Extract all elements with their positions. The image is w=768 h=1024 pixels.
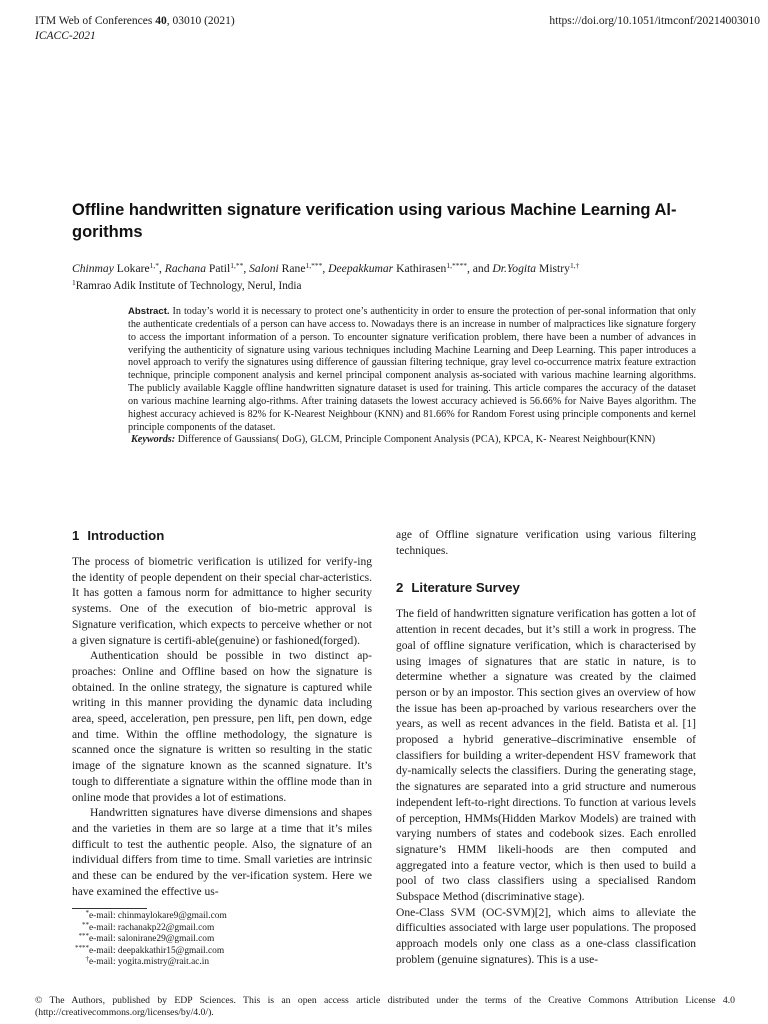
paper-title: Offline handwritten signature verification using various Machine Learning Al-gorithms — [72, 201, 677, 241]
article-info: , 03010 (2021) — [166, 15, 235, 27]
section-heading-introduction: 1 Introduction — [72, 528, 165, 543]
right-column — [396, 528, 696, 969]
footnote: **e-mail: rachanakp22@gmail.com — [82, 920, 215, 933]
footnotes — [72, 911, 372, 969]
abstract-text: In today’s world it is necessary to protect one’s authenticity in order to ensure the protection of per-sonal information that only the authenticate credentials of a person can have access to. Nowadays there is an increase in number of malpractices like signature forgery to access the important information of a person. To encounter signature verification problem, there have been a number of advances in verifying the authenticity of signature using various techniques including Machine Learning and Deep Learning. This paper introduces a novel approach to verify the signatures using difference of gaussian filtering technique, gray level co-occurrence matrix feature extraction technique, principle component analysis and kernel principal component analysis as-sociated with various machine learning algorithms. The publicly available Kaggle offline handwritten signature dataset is used for training. This article compares the accuracy of the dataset on various machine learning algo-rithms. After training datasets the lowest accuracy achieved is 56.66% for Naive Bayes algorithm. The highest accuracy achieved is 82% for K-Nearest Neighbour (KNN) and 81.66% for Random Forest using principle components and kernel principle components of the dataset. — [128, 306, 697, 433]
abstract — [128, 306, 696, 447]
author: Dr.Yogita Mistry$^{1,\dagger}$ — [492, 261, 580, 275]
author-list: Chinmay Lokare$^{1,*}$, Rachana Patil$^{1,**}$, Saloni Rane$^{1,***}$, Deepakkumar Kathirasen$^{1,****}$, and Dr.Yogita Mistry$^{1,\dagger}$ — [72, 261, 580, 275]
running-header-left — [35, 14, 235, 44]
conference-name: ICACC-2021 — [35, 30, 96, 42]
footnote: ***e-mail: salonirane29@gmail.com — [78, 932, 215, 945]
footnote-rule — [72, 908, 147, 909]
affiliation: $^1$Ramrao Adik Institute of Technology, Nerul, India — [72, 278, 302, 292]
footnote: †e-mail: yogita.mistry@rait.ac.in — [85, 955, 210, 968]
license-footer: © The Authors, published by EDP Sciences. This is an open access article distributed under the terms of the Creative Commons Attribution License 4.0 (http://creativecommons.org/licenses/by/4.0/). — [35, 995, 735, 1018]
author: Deepakkumar Kathirasen$^{1,****}$ — [328, 261, 467, 275]
section-heading-literature-survey: 2 Literature Survey — [396, 580, 520, 596]
paragraph: The process of biometric verification is utilized for verify-ing the identity of people dependent on their special char-acteristics. It has gotten a famous norm for admittance to higher security systems. One of the execution of bio-metric approval is Signature verification, which expects to perceive whether or not a given signature is certifi-able(genuine) or fashioned(forged). — [72, 556, 372, 647]
abstract-body — [128, 306, 696, 434]
abstract-label: Abstract. — [128, 306, 170, 317]
author: Saloni Rane$^{1,***}$ — [249, 261, 323, 275]
keywords — [128, 434, 696, 447]
paragraph: The field of handwritten signature verification has gotten a lot of attention in recent decades, but it’s still a work in progress. The goal of offline signature verification, which is characterised by using images of signatures that are static in nature, is to determine whether a signature was created by the claimed person or by an impostor. This section gives an overview of how the issue has been ap-proached by various researchers over the years, as well as recent advances in the field. Batista et al. [1] proposed a hybrid generative–discriminative ensemble of classifiers for building a writer-dependent HSV framework that dy-namically selects the classifiers. During the generating stage, the signatures are separated into a grid structure and numerous independent left-to-right directions. To function at various levels of perception, HMMs(Hidden Markov Models) are trained with varying numbers of states and codebook sizes. Each enrolled signature’s HMM likeli-hoods are then computed and aggregated into a feature vector, which is then used to build a pool of two class classifiers using a specialised Random Subspace Method (discriminative stage). — [396, 608, 696, 904]
author: Rachana Patil$^{1,**}$ — [164, 261, 244, 275]
keywords-text: Difference of Gaussians( DoG), GLCM, Principle Component Analysis (PCA), KPCA, K- Nearest Neighbour(KNN) — [177, 434, 656, 446]
paragraph: Authentication should be possible in two distinct ap-proaches: Online and Offline based on how the signature is obtained. In the online strategy, the signature is captured while writing in this manner providing the dynamic data including area, speed, acceleration, pen pressure, pen lift, pen down, edge and time. Within the offline methodology, the signature is scanned once the signature is written so resulting in the static image of the signature known as the scanned signature. It’s tough to differentiate a signature within the offline mode than in online mode that provides a lot of estimations. — [72, 650, 372, 804]
footnote: *e-mail: chinmaylokare9@gmail.com — [85, 909, 227, 921]
journal-name: ITM Web of Conferences — [35, 15, 153, 27]
journal-volume: 40 — [155, 15, 167, 27]
paragraph: One-Class SVM (OC-SVM)[2], which aims to alleviate the difficulties associated with large user populations. The proposed approach models only one class as a one-class classification problem (genuine signatures). This is a use- — [396, 906, 696, 966]
footnote: ****e-mail: deepakkathir15@gmail.com — [75, 943, 225, 956]
doi-link[interactable]: https://doi.org/10.1051/itmconf/20214003010 — [549, 15, 760, 27]
author: Chinmay Lokare$^{1,*}$ — [72, 261, 159, 275]
journal-line — [35, 14, 235, 29]
keywords-label: Keywords: — [131, 434, 176, 446]
paragraph: Handwritten signatures have diverse dimensions and shapes and the varieties in them are so large at a time that it’s miles difficult to test the authentic people. Also, the signature of an individual differs from time to time. Small varieties are intrinsic and these can be endured by the ver-ification system. Here we have examined the effective us- — [72, 807, 372, 898]
paragraph: age of Offline signature verification using various filtering techniques. — [396, 529, 696, 557]
left-column — [72, 527, 372, 900]
